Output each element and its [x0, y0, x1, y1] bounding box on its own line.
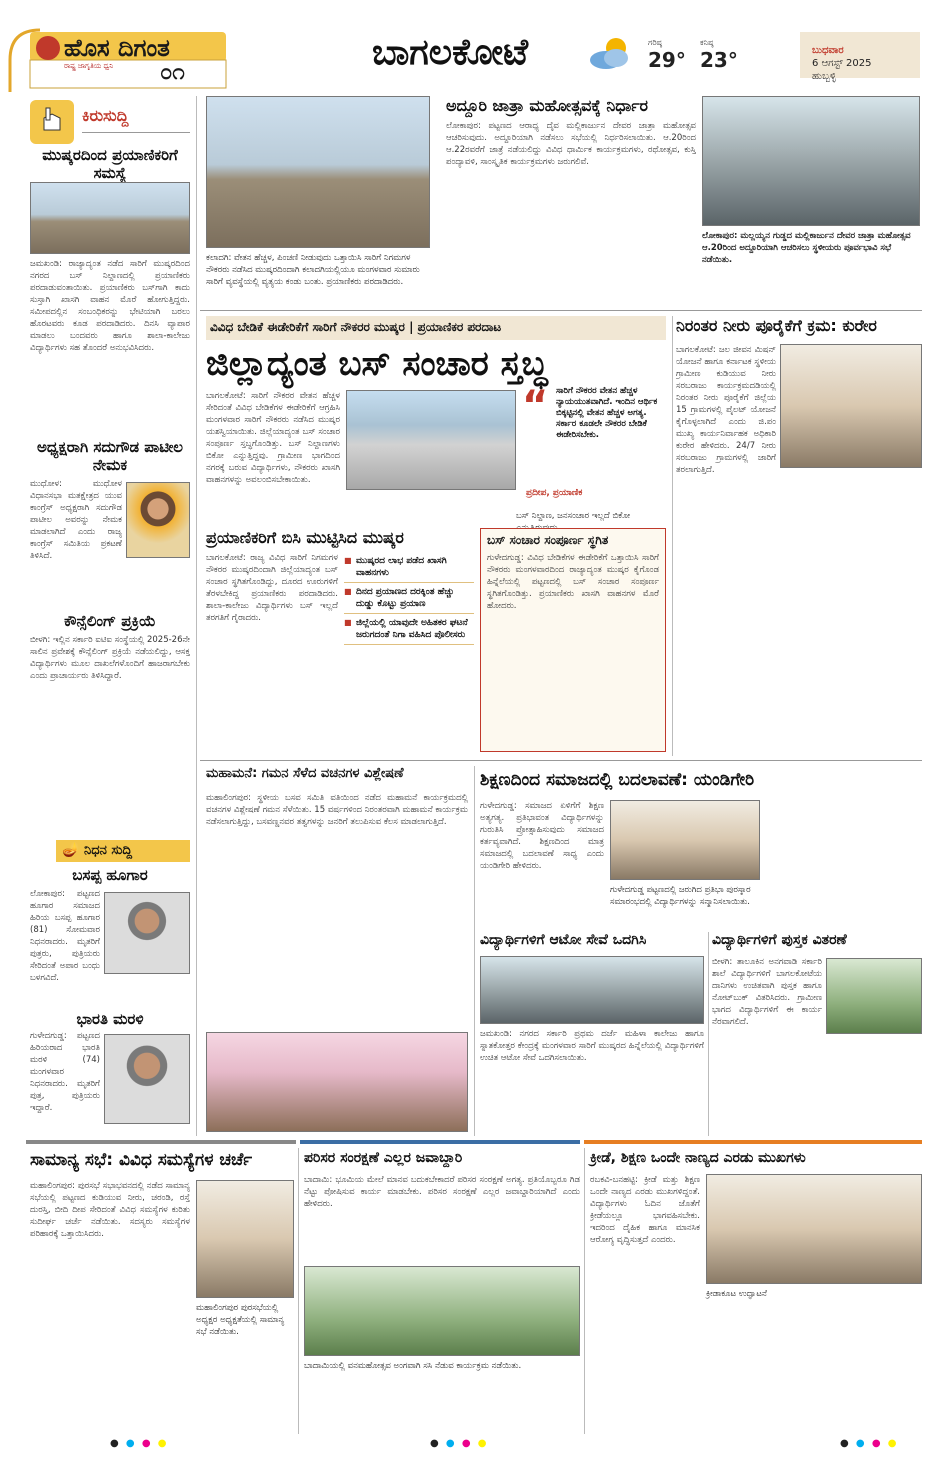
box-body: ಗುಳೇದಗುಡ್ಡ: ವಿವಿಧ ಬೇಡಿಕೆಗಳ ಈಡೇರಿಕೆಗೆ ಒತ್ತಾಯಿಸಿ ಸಾರಿಗೆ ನೌಕರರು ಮಂಗಳವಾರದಿಂದ ರಾಜ್ಯಾದ್ಯಂತ ಮುಷ್ಕರ ಕೈಗೊಂಡ ಹಿನ್ನೆಲೆಯಲ್ಲಿ ಪಟ್ಟಣದಲ್ಲಿ ಬಸ್ ಸಂಚಾರ ಸಂಪೂರ್ಣ ಸ್ಥಗಿತಗೊಂಡಿತ್ತು. ಪ್ರಯಾಣಿಕರು ಖಾಸಗಿ ವಾಹನಗಳ ಮೊರೆ ಹೋದರು. — [487, 553, 659, 611]
day: ಬುಧವಾರ — [812, 45, 844, 56]
education-caption: ಗುಳೇದಗುಡ್ಡ ಪಟ್ಟಣದಲ್ಲಿ ಜರುಗಿದ ಪ್ರತಿಭಾ ಪುರಸ್ಕಾರ ಸಮಾರಂಭದಲ್ಲಿ ವಿದ್ಯಾರ್ಥಿಗಳನ್ನು ಸನ್ಮಾನಿಸಲಾಯಿತು. — [610, 885, 751, 907]
env-body: ಬಾದಾಮಿ: ಭೂಮಿಯ ಮೇಲೆ ಮಾನವ ಬದುಕಬೇಕಾದರೆ ಪರಿಸರ ಸಂರಕ್ಷಣೆ ಅಗತ್ಯ. ಪ್ರತಿಯೊಬ್ಬರೂ ಗಿಡ ನೆಟ್ಟು ಪೋಷಿಸುವ ಕಾರ್ಯ ಮಾಡಬೇಕು. ಪರಿಸರ ಸಂರಕ್ಷಣೆ ಎಲ್ಲರ ಜವಾಬ್ದಾರಿಯಾಗಿದೆ ಎಂದು ಹೇಳಿದರು. — [304, 1175, 580, 1209]
nidhana-title: ನಿಧನ ಸುದ್ದಿ — [84, 843, 132, 858]
paper-name: ಹೊಸ ದಿಗಂತ — [64, 34, 170, 62]
sports-body: ರಬಕವಿ-ಬನಹಟ್ಟಿ: ಕ್ರೀಡೆ ಮತ್ತು ಶಿಕ್ಷಣ ಒಂದೇ ನಾಣ್ಯದ ಎರಡು ಮುಖಗಳಿದ್ದಂತೆ. ವಿದ್ಯಾರ್ಥಿಗಳು ಓದಿನ ಜೊತೆಗೆ ಕ್ರೀಡೆಯಲ್ಲೂ ಭಾಗವಹಿಸಬೇಕು. ಇದರಿಂದ ದೈಹಿಕ ಹಾಗೂ ಮಾನಸಿಕ ಆರೋಗ್ಯ ವೃದ್ಧಿಸುತ್ತದೆ ಎಂದರು. — [590, 1175, 700, 1245]
sports-caption: ಕ್ರೀಡಾಕೂಟ ಉದ್ಘಾಟನೆ — [706, 1289, 767, 1299]
water-body-cont — [780, 472, 922, 752]
sub-headline: ಪ್ರಯಾಣಿಕರಿಗೆ ಬಿಸಿ ಮುಟ್ಟಿಸಿದ ಮುಷ್ಕರ — [206, 528, 404, 547]
registration-marks-mid: ● ● ● ● — [430, 1438, 489, 1449]
page-number: ೦೧ — [160, 60, 185, 85]
book-body: ಬೀಳಗಿ: ತಾಲೂಕಿನ ಅನಗವಾಡಿ ಸರ್ಕಾರಿ ಶಾಲೆ ವಿದ್ಯಾರ್ಥಿಗಳಿಗೆ ಬಾಗಲಕೋಟೆಯ ದಾನಿಗಳು ಉಚಿತವಾಗಿ ಪುಸ್ತಕ ಹಾಗೂ ನೋಟ್‌ಬುಕ್ ವಿತರಿಸಿದರು. ಗ್ರಾಮೀಣ ಭಾಗದ ವಿದ್ಯಾರ್ಥಿಗಳಿಗೆ ಈ ಕಾರ್ಯ ನೆರವಾಗಲಿದೆ. — [712, 957, 822, 1027]
vachana-headline: ಮಹಾಮನೆ: ಗಮನ ಸೆಳೆದ ವಚನಗಳ ವಿಶ್ಲೇಷಣೆ — [206, 766, 404, 781]
temp-min — [700, 38, 738, 72]
hand-icon — [30, 100, 74, 144]
kiru-item-3-body: ಬೀಳಗಿ: ಇಲ್ಲಿನ ಸರ್ಕಾರಿ ಐಟಿಐ ಸಂಸ್ಥೆಯಲ್ಲಿ 2025-26ನೇ ಸಾಲಿನ ಪ್ರವೇಶಕ್ಕೆ ಕೌನ್ಸೆಲಿಂಗ್ ಪ್ರಕ್ರಿಯೆ ನಡೆಯಲಿದ್ದು, ಆಸಕ್ತ ವಿದ್ಯಾರ್ಥಿಗಳು ಮೂಲ ದಾಖಲೆಗಳೊಂದಿಗೆ ಹಾಜರಾಗಬೇಕು ಎಂದು ಪ್ರಾಚಾರ್ಯರು ತಿಳಿಸಿದ್ದಾರೆ. — [30, 635, 190, 681]
lead-kicker: ವಿವಿಧ ಬೇಡಿಕೆ ಈಡೇರಿಕೆಗೆ ಸಾರಿಗೆ ನೌಕರರ ಮುಷ್ಕರ | ಪ್ರಯಾಣಿಕರ ಪರದಾಟ — [210, 320, 502, 334]
jatra-meeting-photo — [702, 96, 920, 226]
meeting-photo — [196, 1180, 294, 1298]
vachana-stage-photo — [206, 1032, 468, 1132]
nidhana-header — [56, 840, 190, 862]
obit-1-photo — [104, 892, 190, 974]
city-title: ಬಾಗಲಕೋಟೆ — [372, 32, 529, 73]
kiru-item-3-heading: ಕೌನ್ಸೆಲಿಂಗ್ ಪ್ರಕ್ರಿಯೆ — [64, 612, 156, 630]
masthead — [0, 0, 945, 92]
obit-2-photo — [104, 1034, 190, 1124]
bar-blue — [300, 1140, 580, 1144]
logo-emblem — [36, 36, 60, 60]
auto-body: ಜಮಖಂಡಿ: ನಗರದ ಸರ್ಕಾರಿ ಪ್ರಥಮ ದರ್ಜೆ ಮಹಿಳಾ ಕಾಲೇಜು ಹಾಗೂ ಸ್ನಾತಕೋತ್ತರ ಕೇಂದ್ರಕ್ಕೆ ಮಂಗಳವಾರ ಸಾರಿಗೆ ಮುಷ್ಕರದ ಹಿನ್ನೆಲೆಯಲ್ಲಿ ವಿದ್ಯಾರ್ಥಿಗಳಿಗೆ ಉಚಿತ ಆಟೋ ಸೇವೆ ಒದಗಿಸಲಾಯಿತು. — [480, 1029, 704, 1063]
quote-box — [522, 383, 666, 502]
sub-body: ಬಾಗಲಕೋಟೆ: ರಾಜ್ಯ ವಿವಿಧ ಸಾರಿಗೆ ನಿಗಮಗಳ ನೌಕರರ ಮುಷ್ಕರದಿಂದಾಗಿ ಜಿಲ್ಲೆಯಾದ್ಯಂತ ಬಸ್ ಸಂಚಾರ ಸ್ಥಗಿತಗೊಂಡಿದ್ದು, ದೂರದ ಊರುಗಳಿಗೆ ತೆರಳಬೇಕಿದ್ದ ಪ್ರಯಾಣಿಕರು ಪರದಾಡಿದರು. ಶಾಲಾ-ಕಾಲೇಜು ವಿದ್ಯಾರ್ಥಿಗಳು ಬಸ್ ಇಲ್ಲದೆ ತರಗತಿಗೆ ಗೈರಾದರು. — [206, 553, 338, 623]
kaladagi-bus-photo — [206, 96, 430, 248]
bullet-1: ■ ಮುಷ್ಕರದ ಲಾಭ ಪಡೆದ ಖಾಸಗಿ ವಾಹನಗಳು — [344, 552, 474, 583]
sports-body-cont — [706, 1304, 922, 1430]
env-photo — [304, 1266, 580, 1356]
bullet-list — [344, 552, 474, 645]
kiru-suddi-title: ಕಿರುಸುದ್ದಿ — [82, 106, 129, 125]
bullet-2: ■ ದಿನದ ಪ್ರಯಾಣದ ದರಕ್ಕಿಂತ ಹೆಚ್ಚು ದುಡ್ಡು ಕೊಟ್ಟು ಪ್ರಯಾಣ — [344, 583, 474, 614]
kiru-suddi-header — [30, 100, 190, 144]
kiru-item-1-heading: ಮುಷ್ಕರದಿಂದ ಪ್ರಯಾಣಿಕರಿಗೆ ಸಮಸ್ಯೆ — [42, 146, 178, 182]
column-divider-6 — [584, 1148, 585, 1434]
column-divider-4 — [708, 932, 709, 1136]
sports-headline: ಕ್ರೀಡೆ, ಶಿಕ್ಷಣ ಒಂದೇ ನಾಣ್ಯದ ಎರಡು ಮುಖಗಳು — [590, 1150, 806, 1166]
sports-photo — [706, 1174, 922, 1284]
kiru-item-2-body: ಮುಧೋಳ: ಮುಧೋಳ ವಿಧಾನಸಭಾ ಮತಕ್ಷೇತ್ರದ ಯುವ ಕಾಂಗ್ರೆಸ್ ಅಧ್ಯಕ್ಷರಾಗಿ ಸದುಗೌಡ ಪಾಟೀಲ ಅವರನ್ನು ನೇಮಕ ಮಾಡಲಾಗಿದೆ ಎಂದು ರಾಜ್ಯ ಕಾಂಗ್ರೆಸ್ ಸಮಿತಿಯ ಪ್ರಕಟಣೆ ತಿಳಿಸಿದೆ. — [30, 479, 122, 561]
quote-author: ಪ್ರದೀಪ, ಪ್ರಯಾಣಿಕ — [526, 488, 583, 498]
partly-cloudy-icon — [588, 34, 634, 72]
jatra-body: ಲೋಕಾಪುರ: ಪಟ್ಟಣದ ಆರಾಧ್ಯ ದೈವ ಮಲ್ಲಿಕಾರ್ಜುನ ದೇವರ ಜಾತ್ರಾ ಮಹೋತ್ಸವ ಆಚರಿಸುವುದು. ಅದ್ದೂರಿಯಾಗಿ ನಡೆಸಲು ಸಭೆಯಲ್ಲಿ ನಿರ್ಧರಿಸಲಾಯಿತು. ಆ.20ರಿಂದ ಆ.22ರವರೆಗೆ ಜಾತ್ರೆ ನಡೆಯಲಿದ್ದು ವಿವಿಧ ಧಾರ್ಮಿಕ ಕಾರ್ಯಕ್ರಮಗಳು, ರಥೋತ್ಸವ, ಕುಸ್ತಿ ಪಂದ್ಯಾವಳಿ, ಸಾಂಸ್ಕೃತಿಕ ಕಾರ್ಯಕ್ರಮಗಳು ಜರುಗಲಿವೆ. — [446, 121, 696, 167]
auto-photo — [480, 956, 704, 1024]
water-meeting-photo — [780, 344, 922, 468]
empty-bus-terminal-photo — [346, 390, 516, 490]
meeting-caption: ಮಹಾಲಿಂಗಪುರ ಪುರಸಭೆಯಲ್ಲಿ ಅಧ್ಯಕ್ಷರ ಅಧ್ಯಕ್ಷತೆಯಲ್ಲಿ ಸಾಮಾನ್ಯ ಸಭೆ ನಡೆಯಿತು. — [196, 1303, 285, 1337]
education-body: ಗುಳೇದಗುಡ್ಡ: ಸಮಾಜದ ಏಳಿಗೆಗೆ ಶಿಕ್ಷಣ ಅತ್ಯಗತ್ಯ. ಪ್ರತಿಭಾವಂತ ವಿದ್ಯಾರ್ಥಿಗಳನ್ನು ಗುರುತಿಸಿ ಪ್ರೋತ್ಸಾಹಿಸುವುದು ಸಮಾಜದ ಕರ್ತವ್ಯವಾಗಿದೆ. ಶಿಕ್ಷಣದಿಂದ ಮಾತ್ರ ಸಮಾಜದಲ್ಲಿ ಬದಲಾವಣೆ ಸಾಧ್ಯ ಎಂದು ಯಂಡಿಗೇರಿ ಹೇಳಿದರು. — [480, 801, 604, 871]
water-body: ಬಾಗಲಕೋಟೆ: ಜಲ ಜೀವನ ಮಿಷನ್ ಯೋಜನೆ ಹಾಗೂ ಕರ್ನಾಟಕ ಸ್ಥಳೀಯ ಗ್ರಾಮೀಣ ಕುಡಿಯುವ ನೀರು ಸರಬರಾಜು ಕಾರ್ಯಕ್ರಮದಡಿಯಲ್ಲಿ ನಿರಂತರ ನೀರು ಪೂರೈಕೆಗೆ ಜಿಲ್ಲೆಯ 15 ಗ್ರಾಮಗಳಲ್ಲಿ ಪೈಲಟ್ ಯೋಜನೆ ಕೈಗೊಳ್ಳಲಾಗಿದೆ ಎಂದು ಜಿ.ಪಂ ಮುಖ್ಯ ಕಾರ್ಯನಿರ್ವಾಹಕ ಅಧಿಕಾರಿ ಕುರೇರ ಹೇಳಿದರು. 24/7 ನೀರು ಸರಬರಾಜು ಗ್ರಾಮಗಳಲ್ಲಿ ಜಾರಿಗೆ ತರಲಾಗುತ್ತಿದೆ. — [676, 345, 776, 475]
column-divider-5 — [298, 1148, 299, 1434]
registration-marks-right: ● ● ● ● — [840, 1438, 899, 1449]
vachana-body: ಮಹಾಲಿಂಗಪುರ: ಸ್ಥಳೀಯ ಬಸವ ಸಮಿತಿ ವತಿಯಿಂದ ನಡೆದ ಮಹಾಮನೆ ಕಾರ್ಯಕ್ರಮದಲ್ಲಿ ವಚನಗಳ ವಿಶ್ಲೇಷಣೆ ಗಮನ ಸೆಳೆಯಿತು. 15 ವರ್ಷಗಳಿಂದ ನಿರಂತರವಾಗಿ ಮಹಾಮನೆ ಕಾರ್ಯಕ್ರಮ ನಡೆಸಲಾಗುತ್ತಿದ್ದು, ಬಸವಣ್ಣನವರ ತತ್ವಗಳನ್ನು ಜನರಿಗೆ ತಲುಪಿಸುವ ಕೆಲಸ ಮಾಡಲಾಗುತ್ತಿದೆ. — [206, 793, 468, 827]
meeting-headline: ಸಾಮಾನ್ಯ ಸಭೆ: ವಿವಿಧ ಸಮಸ್ಯೆಗಳ ಚರ್ಚೆ — [30, 1150, 253, 1170]
column-divider — [196, 96, 197, 1136]
obit-2-name: ಭಾರತಿ ಮರಳಿ — [76, 1010, 144, 1028]
edition: ಹುಬ್ಬಳ್ಳಿ — [812, 71, 837, 82]
quote-icon: “ — [522, 383, 549, 429]
temp-min-label: ಕನಿಷ್ಠ — [700, 38, 714, 47]
dateline — [812, 44, 871, 83]
obit-1-body: ಲೋಕಾಪುರ: ಪಟ್ಟಣದ ಹೂಗಾರ ಸಮಾಜದ ಹಿರಿಯ ಬಸಪ್ಪ ಹೂಗಾರ (81) ಸೋಮವಾರ ನಿಧನರಾದರು. ಮೃತರಿಗೆ ಪುತ್ರರು, ಪುತ್ರಿಯರು ಸೇರಿದಂತೆ ಅಪಾರ ಬಂಧು ಬಳಗವಿದೆ. — [30, 889, 100, 983]
registration-marks-left: ● ● ● ● — [110, 1438, 169, 1449]
meeting-body: ಮಹಾಲಿಂಗಪುರ: ಪುರಸಭೆ ಸಭಾಭವನದಲ್ಲಿ ನಡೆದ ಸಾಮಾನ್ಯ ಸಭೆಯಲ್ಲಿ ಪಟ್ಟಣದ ಕುಡಿಯುವ ನೀರು, ಚರಂಡಿ, ರಸ್ತೆ ದುರಸ್ತಿ, ಬೀದಿ ದೀಪ ಸೇರಿದಂತೆ ವಿವಿಧ ಸಮಸ್ಯೆಗಳ ಕುರಿತು ಸುದೀರ್ಘ ಚರ್ಚೆ ನಡೆಯಿತು. ಸದಸ್ಯರು ಸಮಸ್ಯೆಗಳ ಪರಿಹಾರಕ್ಕೆ ಒತ್ತಾಯಿಸಿದರು. — [30, 1181, 190, 1239]
section-divider-2 — [200, 760, 922, 761]
education-body-cont — [766, 800, 922, 924]
kiru-item-1-body: ಜಮಖಂಡಿ: ರಾಜ್ಯಾದ್ಯಂತ ನಡೆದ ಸಾರಿಗೆ ಮುಷ್ಕರದಿಂದ ನಗರದ ಬಸ್ ನಿಲ್ದಾಣದಲ್ಲಿ ಪ್ರಯಾಣಿಕರು ಪರದಾಡುವಂತಾಯಿತು. ಪ್ರಯಾಣಿಕರು ಬಸ್‌ಗಾಗಿ ಕಾದು ಸುಸ್ತಾಗಿ ಖಾಸಗಿ ವಾಹನ ಮೊರೆ ಹೋಗುತ್ತಿದ್ದರು. ಸಮೀಪದಲ್ಲಿನ ಸಂಬಂಧಿಕರನ್ನು ಭೇಟಿಯಾಗಿ ಬರಲು ಹೊರಟವರು ಕೂಡ ಪರದಾಡಿದರು. ದಿನಸಿ ವ್ಯಾಪಾರ ಮಾಡಲು ಬಂದವರು ಹಾಗೂ ಶಾಲಾ-ಕಾಲೇಜು ವಿದ್ಯಾರ್ಥಿಗಳು ಸಹ ತೊಂದರೆ ಅನುಭವಿಸಿದರು. — [30, 259, 190, 353]
lead-body: ಬಾಗಲಕೋಟೆ: ಸಾರಿಗೆ ನೌಕರರ ವೇತನ ಹೆಚ್ಚಳ ಸೇರಿದಂತೆ ವಿವಿಧ ಬೇಡಿಕೆಗಳ ಈಡೇರಿಕೆಗೆ ಆಗ್ರಹಿಸಿ ಮಂಗಳವಾರ ಸಾರಿಗೆ ನೌಕರರು ನಡೆಸಿದ ಮುಷ್ಕರ ಯಶಸ್ವಿಯಾಯಿತು. ಜಿಲ್ಲೆಯಾದ್ಯಂತ ಬಸ್ ಸಂಚಾರ ಸಂಪೂರ್ಣ ಸ್ತಬ್ಧಗೊಂಡಿತ್ತು. ಬಸ್ ನಿಲ್ದಾಣಗಳು ಬಿಕೋ ಎನ್ನುತ್ತಿದ್ದವು. ಗ್ರಾಮೀಣ ಭಾಗದಿಂದ ನಗರಕ್ಕೆ ಬರುವ ವಿದ್ಯಾರ್ಥಿಗಳು, ನೌಕರರು ಖಾಸಗಿ ವಾಹನಗಳನ್ನು ಅವಲಂಬಿಸಬೇಕಾಯಿತು. — [206, 391, 340, 485]
paper-tagline: ರಾಷ್ಟ್ರ ಜಾಗೃತಿಯ ಧ್ವನಿ — [64, 62, 114, 70]
column-divider-2 — [672, 316, 673, 756]
bar-gray — [26, 1140, 296, 1144]
column-divider-3 — [474, 766, 475, 1136]
env-caption: ಬಾದಾಮಿಯಲ್ಲಿ ವನಮಹೋತ್ಸವ ಅಂಗವಾಗಿ ಸಸಿ ನೆಡುವ ಕಾರ್ಯಕ್ರಮ ನಡೆಯಿತು. — [304, 1361, 522, 1371]
temp-min-value: 23° — [700, 48, 738, 72]
temp-max-label: ಗರಿಷ್ಠ — [648, 38, 662, 47]
date: 6 ಆಗಸ್ಟ್ 2025 — [812, 58, 872, 69]
book-body-cont — [712, 1070, 922, 1132]
portrait-photo — [126, 482, 190, 558]
temp-max-value: 29° — [648, 48, 686, 72]
kaladagi-caption: ಕಲಾದಗಿ: ವೇತನ ಹೆಚ್ಚಳ, ಪಿಂಚಣಿ ನೀಡುವುದು ಒತ್ತಾಯಿಸಿ ಸಾರಿಗೆ ನಿಗಮಗಳ ನೌಕರರು ನಡೆಸಿದ ಮುಷ್ಕರದಿಂದಾಗಿ ಕಲಾದಗಿಯಲ್ಲಿಯೂ ಮಂಗಳವಾರ ಸುಮಾರು ಸಾರಿಗೆ ವ್ಯವಸ್ಥೆಯಲ್ಲಿ ವ್ಯತ್ಯಯ ಕಂಡು ಬಂತು. ಪ್ರಯಾಣಿಕರು ಪರದಾಡಿದರು. — [206, 253, 420, 287]
box-story — [480, 528, 666, 752]
auto-headline: ವಿದ್ಯಾರ್ಥಿಗಳಿಗೆ ಆಟೋ ಸೇವೆ ಒದಗಿಸಿ — [480, 932, 647, 948]
lead-headline: ಜಿಲ್ಲಾದ್ಯಂತ ಬಸ್ ಸಂಚಾರ ಸ್ತಬ್ಧ — [206, 344, 548, 384]
education-photo — [610, 800, 760, 880]
kiru-item-2-heading: ಅಧ್ಯಕ್ಷರಾಗಿ ಸದುಗೌಡ ಪಾಟೀಲ ನೇಮಕ — [36, 438, 184, 474]
bullet-3: ■ ಜಿಲ್ಲೆಯಲ್ಲಿ ಯಾವುದೇ ಅಹಿತಕರ ಘಟನೆ ಜರುಗದಂತೆ ನಿಗಾ ವಹಿಸಿದ ಪೊಲೀಸರು — [344, 614, 474, 645]
book-headline: ವಿದ್ಯಾರ್ಥಿಗಳಿಗೆ ಪುಸ್ತಕ ವಿತರಣೆ — [712, 932, 847, 948]
bus-stand-photo — [30, 182, 190, 254]
water-headline: ನಿರಂತರ ನೀರು ಪೂರೈಕೆಗೆ ಕ್ರಮ: ಕುರೇರ — [676, 316, 877, 335]
env-headline: ಪರಿಸರ ಸಂರಕ್ಷಣೆ ಎಲ್ಲರ ಜವಾಬ್ದಾರಿ — [304, 1150, 463, 1166]
jatra-caption: ಲೋಕಾಪುರ: ಮಲ್ಲಯ್ಯನ ಗುಡ್ಡದ ಮಲ್ಲಿಕಾರ್ಜುನ ದೇವರ ಜಾತ್ರಾ ಮಹೋತ್ಸವ ಆ.20ರಿಂದ ಅದ್ದೂರಿಯಾಗಿ ಆಚರಿಸಲು ಸ್ಥಳೀಯರು ಪೂರ್ವಭಾವಿ ಸಭೆ ನಡೆಯಿತು. — [702, 231, 911, 265]
jatra-headline: ಅದ್ದೂರಿ ಜಾತ್ರಾ ಮಹೋತ್ಸವಕ್ಕೆ ನಿರ್ಧಾರ — [446, 96, 648, 115]
education-headline: ಶಿಕ್ಷಣದಿಂದ ಸಮಾಜದಲ್ಲಿ ಬದಲಾವಣೆ: ಯಂಡಿಗೇರಿ — [480, 770, 755, 790]
obit-2-body: ಗುಳೇದಗುಡ್ಡ: ಪಟ್ಟಣದ ಹಿರಿಯರಾದ ಭಾರತಿ ಮರಳಿ (74) ಮಂಗಳವಾರ ನಿಧನರಾದರು. ಮೃತರಿಗೆ ಪುತ್ರ, ಪುತ್ರಿಯರು ಇದ್ದಾರೆ. — [30, 1031, 100, 1113]
lamp-icon: 🪔 — [62, 842, 80, 858]
divider — [82, 132, 190, 133]
box-headline: ಬಸ್ ಸಂಚಾರ ಸಂಪೂರ್ಣ ಸ್ಥಗಿತ — [487, 533, 609, 547]
temp-max — [648, 38, 686, 72]
quote-text: ಸಾರಿಗೆ ನೌಕರರ ವೇತನ ಹೆಚ್ಚಳ ನ್ಯಾಯಯುತವಾಗಿದೆ. ಇಂದಿನ ಆರ್ಥಿಕ ಬಿಕ್ಕಟ್ಟಿನಲ್ಲಿ ವೇತನ ಹೆಚ್ಚಳ ಅಗತ್ಯ. ಸರ್ಕಾರ ಕೂಡಲೇ ನೌಕರರ ಬೇಡಿಕೆ ಈಡೇರಿಸಬೇಕು. — [556, 386, 658, 440]
obit-1-name: ಬಸಪ್ಪ ಹೂಗಾರ — [72, 866, 148, 884]
book-photo — [826, 958, 922, 1034]
bar-orange — [584, 1140, 922, 1144]
terminal-caption: ಬಸ್ ನಿಲ್ದಾಣ, ಜನಸಂಚಾರ ಇಲ್ಲದೆ ಬಿಕೋ — [516, 511, 631, 521]
section-divider — [200, 310, 922, 311]
